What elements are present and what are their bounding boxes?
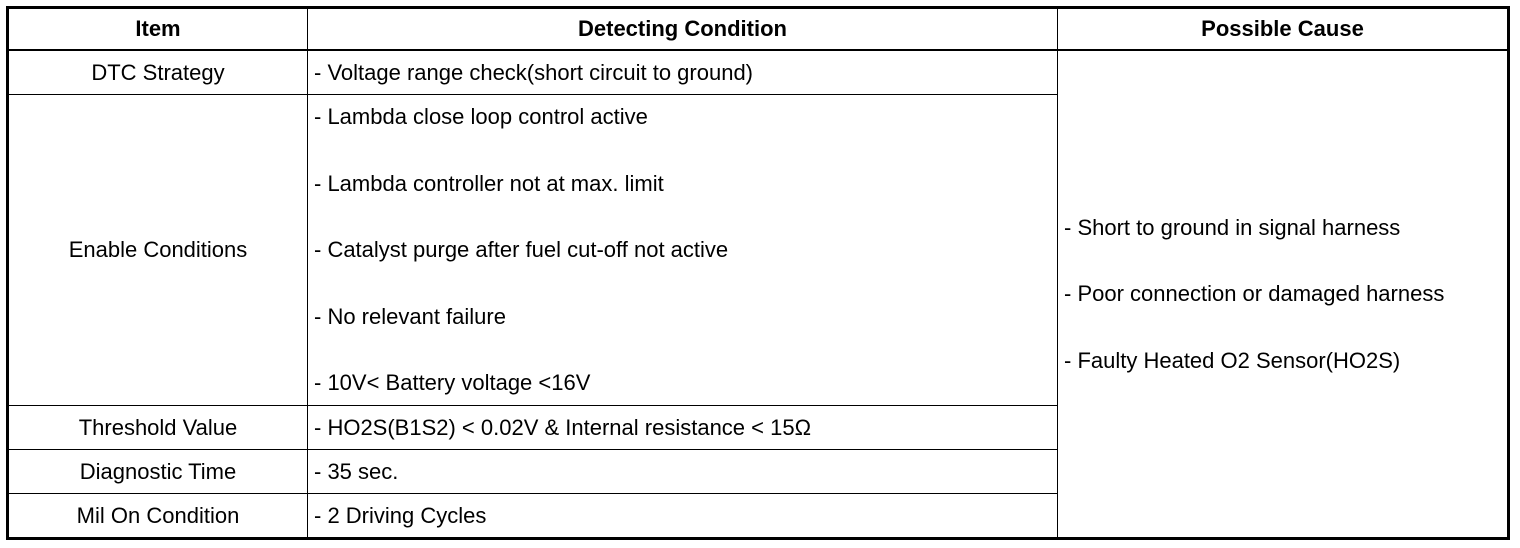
table-row — [8, 50, 1509, 95]
enable-condition-item: - Catalyst purge after fuel cut-off not active — [314, 237, 729, 262]
enable-condition-item: - 10V< Battery voltage <16V — [314, 370, 591, 395]
header-row — [8, 8, 1509, 51]
condition-dtc-strategy: - Voltage range check(short circuit to ground) — [308, 50, 1058, 95]
header-item: Item — [8, 8, 308, 51]
enable-condition-item: - No relevant failure — [314, 303, 506, 329]
condition-enable-conditions — [308, 95, 1058, 406]
possible-cause-cell — [1058, 50, 1509, 539]
item-mil-on-condition: Mil On Condition — [8, 494, 308, 539]
item-enable-conditions: Enable Conditions — [8, 95, 308, 406]
header-possible-cause: Possible Cause — [1058, 8, 1509, 51]
item-diagnostic-time: Diagnostic Time — [8, 450, 308, 494]
item-threshold-value: Threshold Value — [8, 406, 308, 450]
dtc-table — [6, 6, 1510, 540]
cause-item: - Faulty Heated O2 Sensor(HO2S) — [1064, 347, 1401, 373]
header-detecting-condition: Detecting Condition — [308, 8, 1058, 51]
condition-mil-on-condition: - 2 Driving Cycles — [308, 494, 1058, 539]
cause-item: - Short to ground in signal harness — [1064, 214, 1401, 240]
cause-item: - Poor connection or damaged harness — [1064, 281, 1445, 306]
enable-condition-item: - Lambda controller not at max. limit — [314, 170, 664, 196]
item-dtc-strategy: DTC Strategy — [8, 50, 308, 95]
condition-diagnostic-time: - 35 sec. — [308, 450, 1058, 494]
condition-threshold-value: - HO2S(B1S2) < 0.02V & Internal resistance < 15Ω — [308, 406, 1058, 450]
enable-condition-item: - Lambda close loop control active — [314, 104, 648, 129]
